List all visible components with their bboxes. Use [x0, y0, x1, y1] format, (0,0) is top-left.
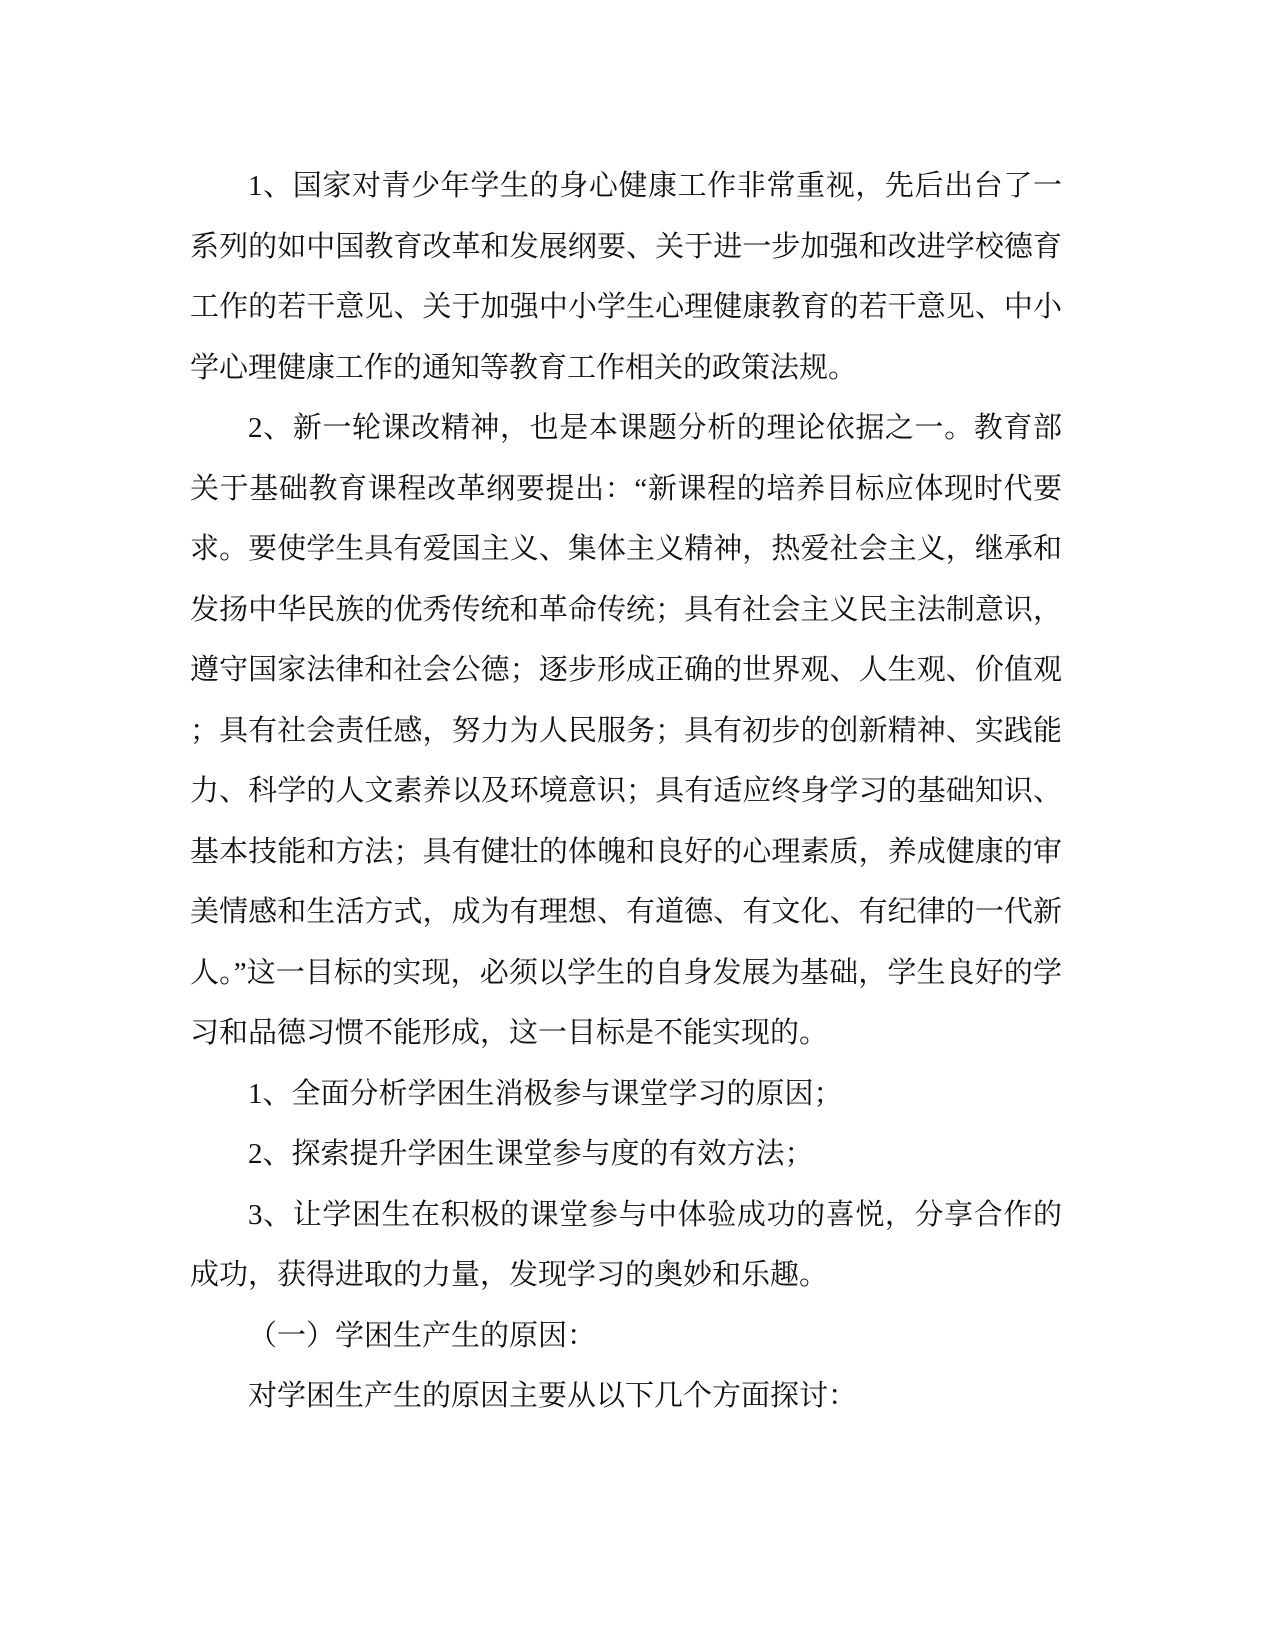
paragraph-goal-1: 1、全面分析学困生消极参与课堂学习的原因；	[248, 1077, 843, 1110]
paragraph-section-heading: （一）学困生产生的原因：	[248, 1319, 597, 1352]
paragraph-policy-basis: 1、国家对青少年学生的身心健康工作非常重视，先后出台了一系列的如中国教育改革和发展纲要、关于进一步加强和改进学校德育工作的若干意见、关于加强中小学生心理健康教育的若干意见、中小学心理健康工作的通知等教育工作相关的政策法规。	[190, 170, 1062, 384]
paragraph-section-intro: 对学困生产生的原因主要从以下几个方面探讨：	[248, 1380, 858, 1412]
document-content	[190, 156, 1062, 1427]
paragraph-goal-3: 3、让学困生在积极的课堂参与中体验成功的喜悦，分享合作的成功，获得进取的力量，发现学习的奥妙和乐趣。	[190, 1198, 1062, 1291]
paragraph-curriculum-reform: 2、新一轮课改精神，也是本课题分析的理论依据之一。教育部关于基础教育课程改革纲要提出：“新课程的培养目标应体现时代要求。要使学生具有爱国主义、集体主义精神，热爱社会主义，继承和发扬中华民族的优秀传统和革命传统；具有社会主义民主法制意识，遵守国家法律和社会公德；逐步形成正确的世界观、人生观、价值观；具有社会责任感，努力为人民服务；具有初步的创新精神、实践能力、科学的人文素养以及环境意识；具有适应终身学习的基础知识、基本技能和方法；具有健壮的体魄和良好的心理素质，养成健康的审美情感和生活方式，成为有理想、有道德、有文化、有纪律的一代新人。”这一目标的实现，必须以学生的自身发展为基础，学生良好的学习和品德习惯不能形成，这一目标是不能实现的。	[190, 412, 1062, 1049]
paragraph-goal-2: 2、探索提升学困生课堂参与度的有效方法；	[248, 1138, 814, 1170]
